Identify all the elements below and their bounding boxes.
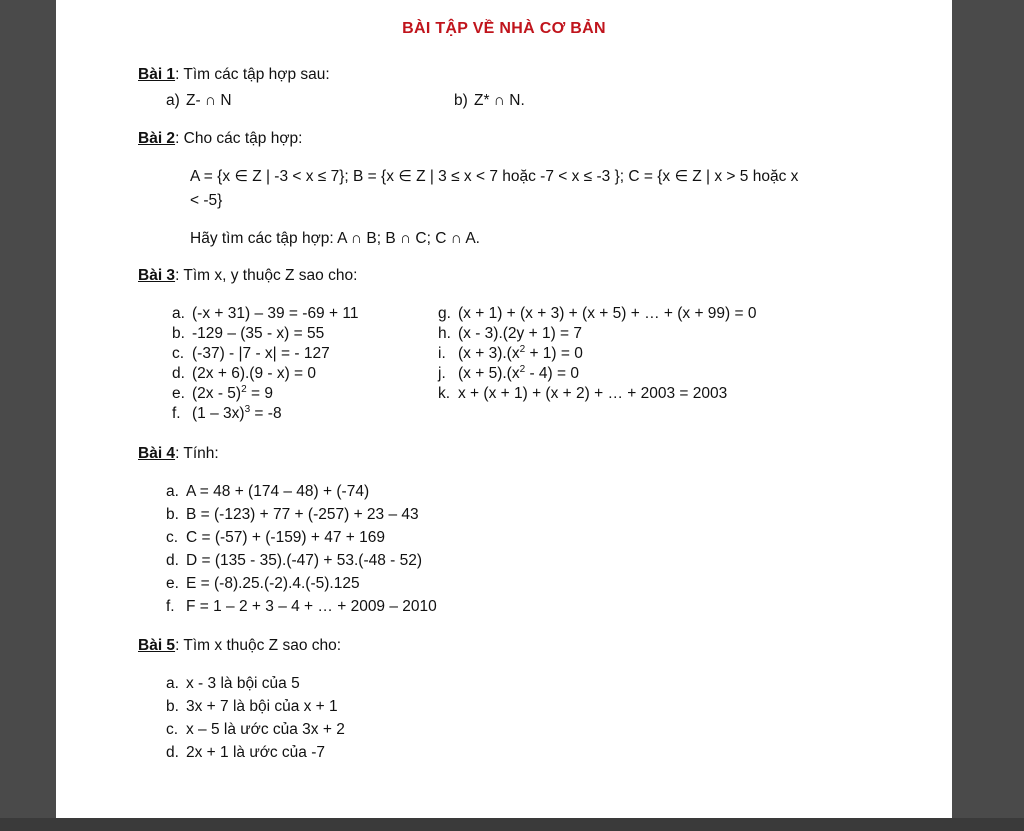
list-item: g. (x + 1) + (x + 3) + (x + 5) + … + (x + 99) = 0 (438, 305, 757, 322)
list-item: e. E = (-8).25.(-2).4.(-5).125 (166, 575, 360, 592)
document-page (56, 0, 952, 818)
list-item: e. (2x - 5)$^2$ = 9 (172, 383, 273, 402)
exercise-2-label: Bài 2 (138, 130, 176, 147)
document-title: BÀI TẬP VỀ NHÀ CƠ BẢN (402, 20, 606, 37)
list-item: a. x - 3 là bội của 5 (166, 675, 300, 692)
viewer-right-margin (952, 0, 1024, 831)
viewer-bottom-bar (0, 818, 1024, 831)
exercise-2-task: Hãy tìm các tập hợp: A ∩ B; B ∩ C; C ∩ A. (190, 230, 480, 247)
exercise-1-prompt: : Tìm các tập hợp sau: (175, 66, 330, 83)
exercise-4-label: Bài 4 (138, 445, 176, 462)
exercise-1-part-a: a) Z- ∩ N (166, 92, 232, 109)
exercise-4-heading (138, 445, 219, 463)
list-item: b. B = (-123) + 77 + (-257) + 23 – 43 (166, 506, 419, 523)
list-item: a. (-x + 31) – 39 = -69 + 11 (172, 305, 359, 322)
exercise-1-part-b: b) Z* ∩ N. (454, 92, 525, 109)
exercise-3-label: Bài 3 (138, 267, 176, 284)
list-item: h. (x - 3).(2y + 1) = 7 (438, 325, 583, 342)
exercise-5-prompt: : Tìm x thuộc Z sao cho: (175, 637, 342, 654)
list-item: b. 3x + 7 là bội của x + 1 (166, 698, 338, 715)
exercise-3-prompt: : Tìm x, y thuộc Z sao cho: (175, 267, 358, 284)
exercise-1-label: Bài 1 (138, 66, 176, 83)
exercise-4-prompt: : Tính: (175, 445, 219, 462)
exercise-2-sets-line-2: < -5} (190, 192, 223, 209)
list-item: f. (1 – 3x)$^3$ = -8 (172, 403, 282, 422)
list-item: c. C = (-57) + (-159) + 47 + 169 (166, 529, 386, 546)
list-item: a. A = 48 + (174 – 48) + (-74) (166, 483, 370, 500)
list-item: d. D = (135 - 35).(-47) + 53.(-48 - 52) (166, 552, 423, 569)
exercise-3-heading (138, 267, 357, 285)
list-item: f. F = 1 – 2 + 3 – 4 + … + 2009 – 2010 (166, 598, 437, 615)
exercise-2-sets-line-1: A = {x ∈ Z | -3 < x ≤ 7}; B = {x ∈ Z | 3 ≤ x < 7 hoặc -7 < x ≤ -3 }; C = {x ∈ Z | x > 5 hoặc x (190, 168, 799, 185)
list-item: d. 2x + 1 là ước của -7 (166, 744, 326, 761)
list-item: d. (2x + 6).(9 - x) = 0 (172, 365, 317, 382)
viewer-left-margin (0, 0, 56, 831)
exercise-5-heading (138, 637, 341, 655)
list-item: k. x + (x + 1) + (x + 2) + … + 2003 = 2003 (438, 385, 728, 402)
exercise-2-heading (138, 130, 302, 148)
exercise-2-prompt: : Cho các tập hợp: (175, 130, 303, 147)
exercise-1-heading (138, 66, 330, 84)
list-item: b. -129 – (35 - x) = 55 (172, 325, 325, 342)
list-item: j. $(x + 5).(x^2 - 4) = 0$ (438, 363, 579, 382)
list-item: i. $(x + 3).(x^2 + 1) = 0$ (438, 343, 583, 362)
list-item: c. x – 5 là ước của 3x + 2 (166, 721, 345, 738)
exercise-5-label: Bài 5 (138, 637, 176, 654)
list-item: c. (-37) - |7 - x| = - 127 (172, 345, 330, 362)
